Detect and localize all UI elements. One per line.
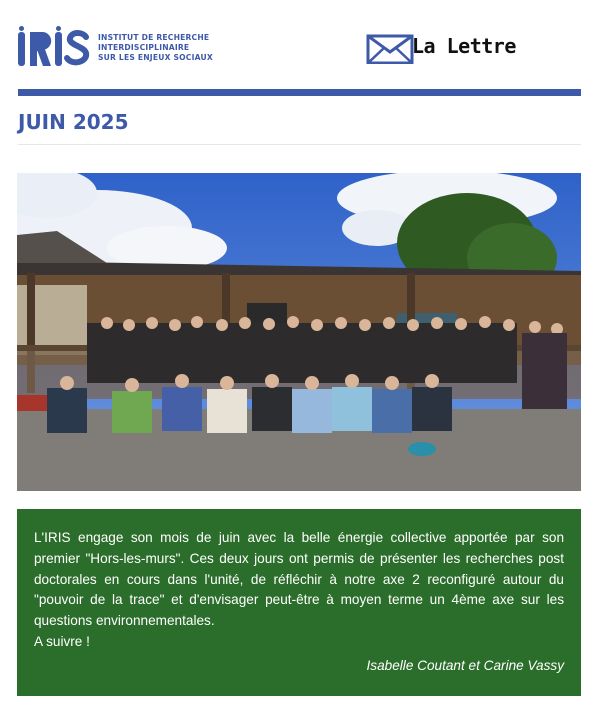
follow-up-text: A suivre ! bbox=[34, 633, 90, 649]
newsletter-title: La Lettre bbox=[412, 34, 516, 58]
date-divider bbox=[18, 144, 581, 145]
newsletter-header bbox=[0, 0, 600, 90]
group-photo bbox=[17, 173, 581, 491]
institute-name-line: INTERDISCIPLINAIRE bbox=[98, 43, 190, 52]
intro-paragraph: L'IRIS engage son mois de juin avec la belle énergie collective apportée par son premier "Hors-les-murs". Ces deux jours ont permis de présenter les recherches post doctorales en cours dans l'unité, de réfléchir à notre axe 2 reconfiguré autour du "pouvoir de la trace" et d'envisager peut-être à moyen terme un 4ème axe sur les questions environnementales. bbox=[34, 530, 564, 629]
institute-name-line: SUR LES ENJEUX SOCIAUX bbox=[98, 53, 213, 62]
header-divider bbox=[18, 89, 581, 96]
institute-name-line: INSTITUT DE RECHERCHE bbox=[98, 33, 210, 42]
issue-date: JUIN 2025 bbox=[18, 110, 129, 134]
envelope-icon bbox=[366, 34, 416, 64]
intro-message-box bbox=[17, 509, 581, 696]
institute-name bbox=[98, 33, 238, 63]
signature: Isabelle Coutant et Carine Vassy bbox=[366, 657, 564, 673]
iris-logo bbox=[16, 26, 90, 72]
